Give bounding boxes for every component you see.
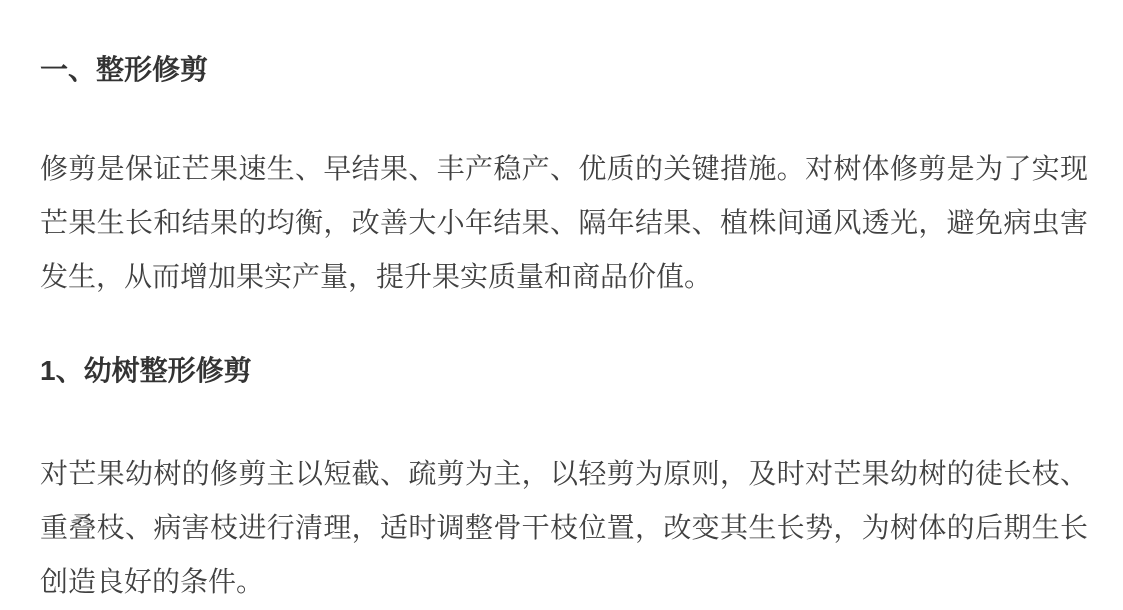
section-heading-shaping-pruning: 一、整形修剪: [40, 54, 209, 85]
paragraph-young-tree-pruning: 对芒果幼树的修剪主以短截、疏剪为主，以轻剪为原则，及时对芒果幼树的徒长枝、重叠枝、病害枝进行清理，适时调整骨干枝位置，改变其生长势，为树体的后期生长创造良好的条件。: [40, 458, 1088, 598]
article-body: [0, 53, 1123, 609]
subsection-heading-young-tree-pruning: 1、幼树整形修剪: [40, 354, 252, 386]
paragraph-pruning-intro: 修剪是保证芒果速生、早结果、丰产稳产、优质的关键措施。对树体修剪是为了实现芒果生长和结果的均衡，改善大小年结果、隔年结果、植株间通风透光，避免病虫害发生，从而增加果实产量，提升果实质量和商品价值。: [40, 152, 1088, 292]
